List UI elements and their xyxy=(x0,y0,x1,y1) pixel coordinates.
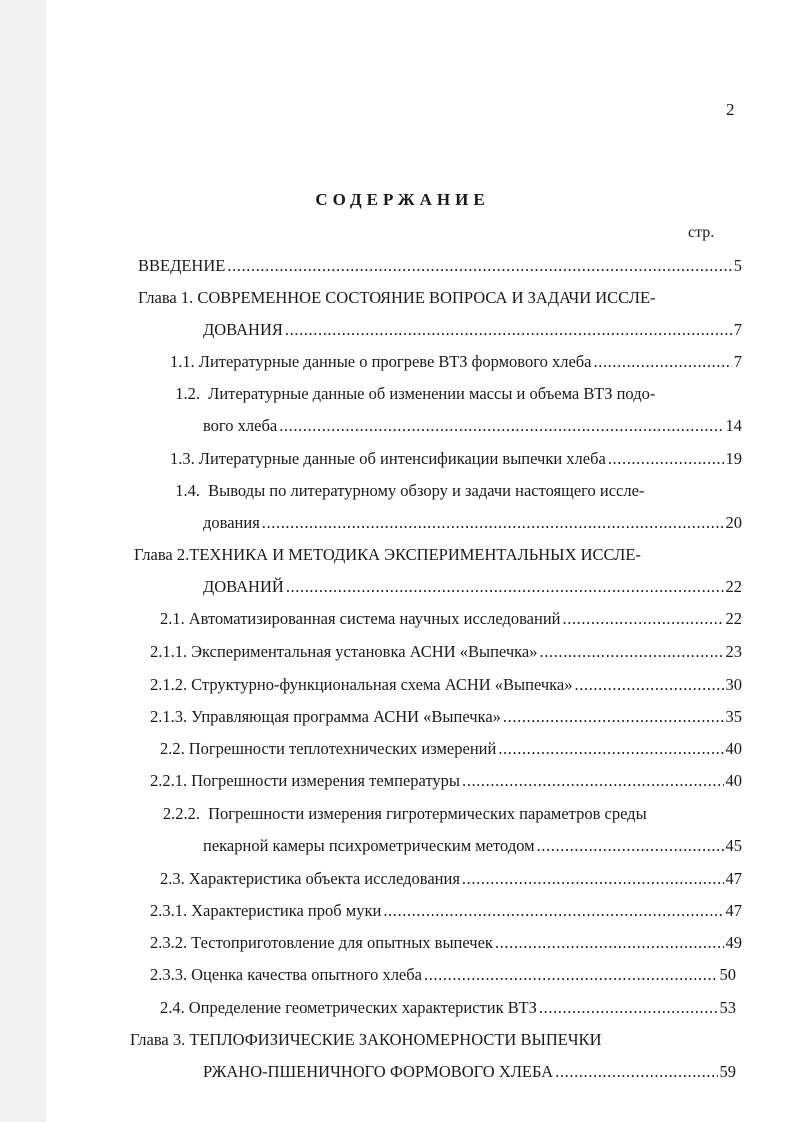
toc-entry-chapter-3-cont[interactable] xyxy=(203,1062,736,1082)
toc-entry-2-3-1[interactable] xyxy=(150,901,742,921)
toc-entry-2-4[interactable] xyxy=(160,998,736,1018)
toc-entry-number: Глава 2. xyxy=(134,545,190,564)
toc-entry-1-3[interactable] xyxy=(170,449,742,469)
toc-entry-chapter-1[interactable] xyxy=(138,288,741,308)
toc-entry-text: Литературные данные об изменении массы и объема ВТЗ подо- xyxy=(208,384,656,403)
toc-entry-page: 14 xyxy=(725,416,742,435)
toc-entry-page: 19 xyxy=(725,449,742,468)
toc-entry-page: 20 xyxy=(725,513,742,532)
toc-entry-text: ВВЕДЕНИЕ xyxy=(138,256,226,275)
leader-dots xyxy=(262,513,724,533)
toc-entry-page: 59 xyxy=(719,1062,736,1081)
toc-entry-text: Литературные данные об интенсификации выпечки хлеба xyxy=(198,449,606,468)
toc-entry-2-3-3[interactable] xyxy=(150,965,736,985)
toc-entry-page: 30 xyxy=(725,675,742,694)
leader-dots xyxy=(227,256,731,276)
leader-dots xyxy=(555,1062,717,1082)
toc-entry-text: Погрешности теплотехнических измерений xyxy=(188,739,497,758)
toc-entry-page: 45 xyxy=(725,836,742,855)
toc-entry-text: РЖАНО-ПШЕНИЧНОГО ФОРМОВОГО ХЛЕБА xyxy=(203,1062,554,1081)
toc-entry-text: вого хлеба xyxy=(203,416,278,435)
toc-entry-number: Глава 3. xyxy=(130,1030,186,1049)
toc-entry-page: 7 xyxy=(733,320,742,339)
toc-entry-text: ДОВАНИЙ xyxy=(203,577,284,596)
toc-entry-page: 53 xyxy=(719,998,736,1017)
toc-entry-chapter-2[interactable] xyxy=(134,545,742,565)
toc-entry-text: Тестоприготовление для опытных выпечек xyxy=(191,933,493,952)
toc-entry-text: Структурно-функциональная схема АСНИ «Выпечка» xyxy=(191,675,573,694)
toc-entry-page: 50 xyxy=(719,965,736,984)
leader-dots xyxy=(539,998,718,1018)
toc-entry-2-1-3[interactable] xyxy=(150,707,742,727)
toc-entry-text: ДОВАНИЯ xyxy=(203,320,283,339)
toc-entry-number: 2.1.2. xyxy=(150,675,188,694)
toc-entry-text: Характеристика объекта исследования xyxy=(188,869,460,888)
toc-entry-number: 2.1.3. xyxy=(150,707,188,726)
toc-entry-2-2[interactable] xyxy=(160,739,742,759)
toc-entry-text: ТЕПЛОФИЗИЧЕСКИЕ ЗАКОНОМЕРНОСТИ ВЫПЕЧКИ xyxy=(189,1030,602,1049)
toc-entry-text: Управляющая программа АСНИ «Выпечка» xyxy=(191,707,501,726)
toc-entry-chapter-2-cont[interactable] xyxy=(203,577,742,597)
leader-dots xyxy=(462,771,724,791)
toc-entry-text: дования xyxy=(203,513,260,532)
leader-dots xyxy=(498,739,723,759)
leader-dots xyxy=(383,901,723,921)
toc-entry-page: 23 xyxy=(725,642,742,661)
toc-entry-text: Экспериментальная установка АСНИ «Выпечка» xyxy=(191,642,538,661)
leader-dots xyxy=(285,320,732,340)
toc-entry-number: 2.2.2. xyxy=(162,804,200,823)
toc-entry-2-3-2[interactable] xyxy=(150,933,742,953)
toc-entry-text: Характеристика проб муки xyxy=(191,901,382,920)
toc-entry-text: Погрешности измерения гигротермических параметров среды xyxy=(208,804,647,823)
toc-entry-2-2-2[interactable] xyxy=(150,804,742,824)
leader-dots xyxy=(503,707,724,727)
toc-entry-text: Выводы по литературному обзору и задачи настоящего иссле- xyxy=(208,481,645,500)
toc-entry-text: Оценка качества опытного хлеба xyxy=(191,965,422,984)
leader-dots xyxy=(462,869,724,889)
page-number: 2 xyxy=(726,100,735,119)
toc-entry-number: 2.1. xyxy=(160,609,185,628)
toc-entry-text: СОВРЕМЕННОЕ СОСТОЯНИЕ ВОПРОСА И ЗАДАЧИ ИССЛЕ- xyxy=(197,288,656,307)
toc-entry-1-2[interactable] xyxy=(170,384,742,404)
toc-entry-number: 2.3.2. xyxy=(150,933,188,952)
toc-entry-2-1-1[interactable] xyxy=(150,642,742,662)
toc-entry-page: 40 xyxy=(725,771,742,790)
toc-entry-text: Литературные данные о прогреве ВТЗ формового хлеба xyxy=(198,352,592,371)
page-column-label: стр. xyxy=(688,224,715,241)
toc-entry-page: 49 xyxy=(725,933,742,952)
toc-entry-1-2-cont[interactable] xyxy=(203,416,742,436)
toc-entry-page: 47 xyxy=(725,869,742,888)
toc-entry-2-3[interactable] xyxy=(160,869,742,889)
toc-entry-text: пекарной камеры психрометрическим методом xyxy=(203,836,535,855)
toc-entry-page: 5 xyxy=(733,256,742,275)
toc-entry-2-2-1[interactable] xyxy=(150,771,742,791)
toc-entry-page: 7 xyxy=(733,352,742,371)
scan-margin xyxy=(0,0,46,1122)
leader-dots xyxy=(608,449,724,469)
leader-dots xyxy=(594,352,732,372)
page-title: СОДЕРЖАНИЕ xyxy=(315,190,490,209)
leader-dots xyxy=(286,577,724,597)
leader-dots xyxy=(424,965,718,985)
toc-entry-number: 1.3. xyxy=(170,449,195,468)
leader-dots xyxy=(537,836,724,856)
toc-entry-number: 2.4. xyxy=(160,998,185,1017)
toc-entry-1-1[interactable] xyxy=(170,352,742,372)
toc-entry-page: 40 xyxy=(725,739,742,758)
toc-entry-number: 2.3.1. xyxy=(150,901,188,920)
toc-entry-number: 2.1.1. xyxy=(150,642,188,661)
toc-entry-page: 22 xyxy=(725,577,742,596)
toc-entry-2-2-2-cont[interactable] xyxy=(203,836,742,856)
leader-dots xyxy=(279,416,723,436)
toc-entry-number: 2.2. xyxy=(160,739,185,758)
toc-entry-number: 1.4. xyxy=(175,481,200,500)
toc-entry-page: 35 xyxy=(725,707,742,726)
toc-entry-number: 1.1. xyxy=(170,352,195,371)
toc-entry-2-1[interactable] xyxy=(160,609,742,629)
toc-entry-page: 47 xyxy=(725,901,742,920)
toc-entry-intro[interactable] xyxy=(138,256,742,276)
toc-entry-page: 22 xyxy=(725,609,742,628)
toc-entry-number: 2.3.3. xyxy=(150,965,188,984)
leader-dots xyxy=(562,609,723,629)
toc-entry-number: 2.3. xyxy=(160,869,185,888)
leader-dots xyxy=(495,933,724,953)
toc-entry-chapter-3[interactable] xyxy=(130,1030,738,1050)
toc-entry-number: 1.2. xyxy=(175,384,200,403)
toc-entry-chapter-1-cont[interactable] xyxy=(203,320,742,340)
toc-entry-text: Погрешности измерения температуры xyxy=(191,771,460,790)
toc-entry-text: Автоматизированная система научных исследований xyxy=(188,609,561,628)
leader-dots xyxy=(575,675,724,695)
toc-entry-2-1-2[interactable] xyxy=(150,675,742,695)
toc-entry-number: Глава 1. xyxy=(138,288,194,307)
toc-entry-1-4-cont[interactable] xyxy=(203,513,742,533)
toc-entry-text: Определение геометрических характеристик ВТЗ xyxy=(188,998,537,1017)
toc-entry-1-4[interactable] xyxy=(170,481,742,501)
leader-dots xyxy=(539,642,723,662)
toc-entry-number: 2.2.1. xyxy=(150,771,188,790)
toc-entry-text: ТЕХНИКА И МЕТОДИКА ЭКСПЕРИМЕНТАЛЬНЫХ ИССЛЕ- xyxy=(189,545,641,564)
